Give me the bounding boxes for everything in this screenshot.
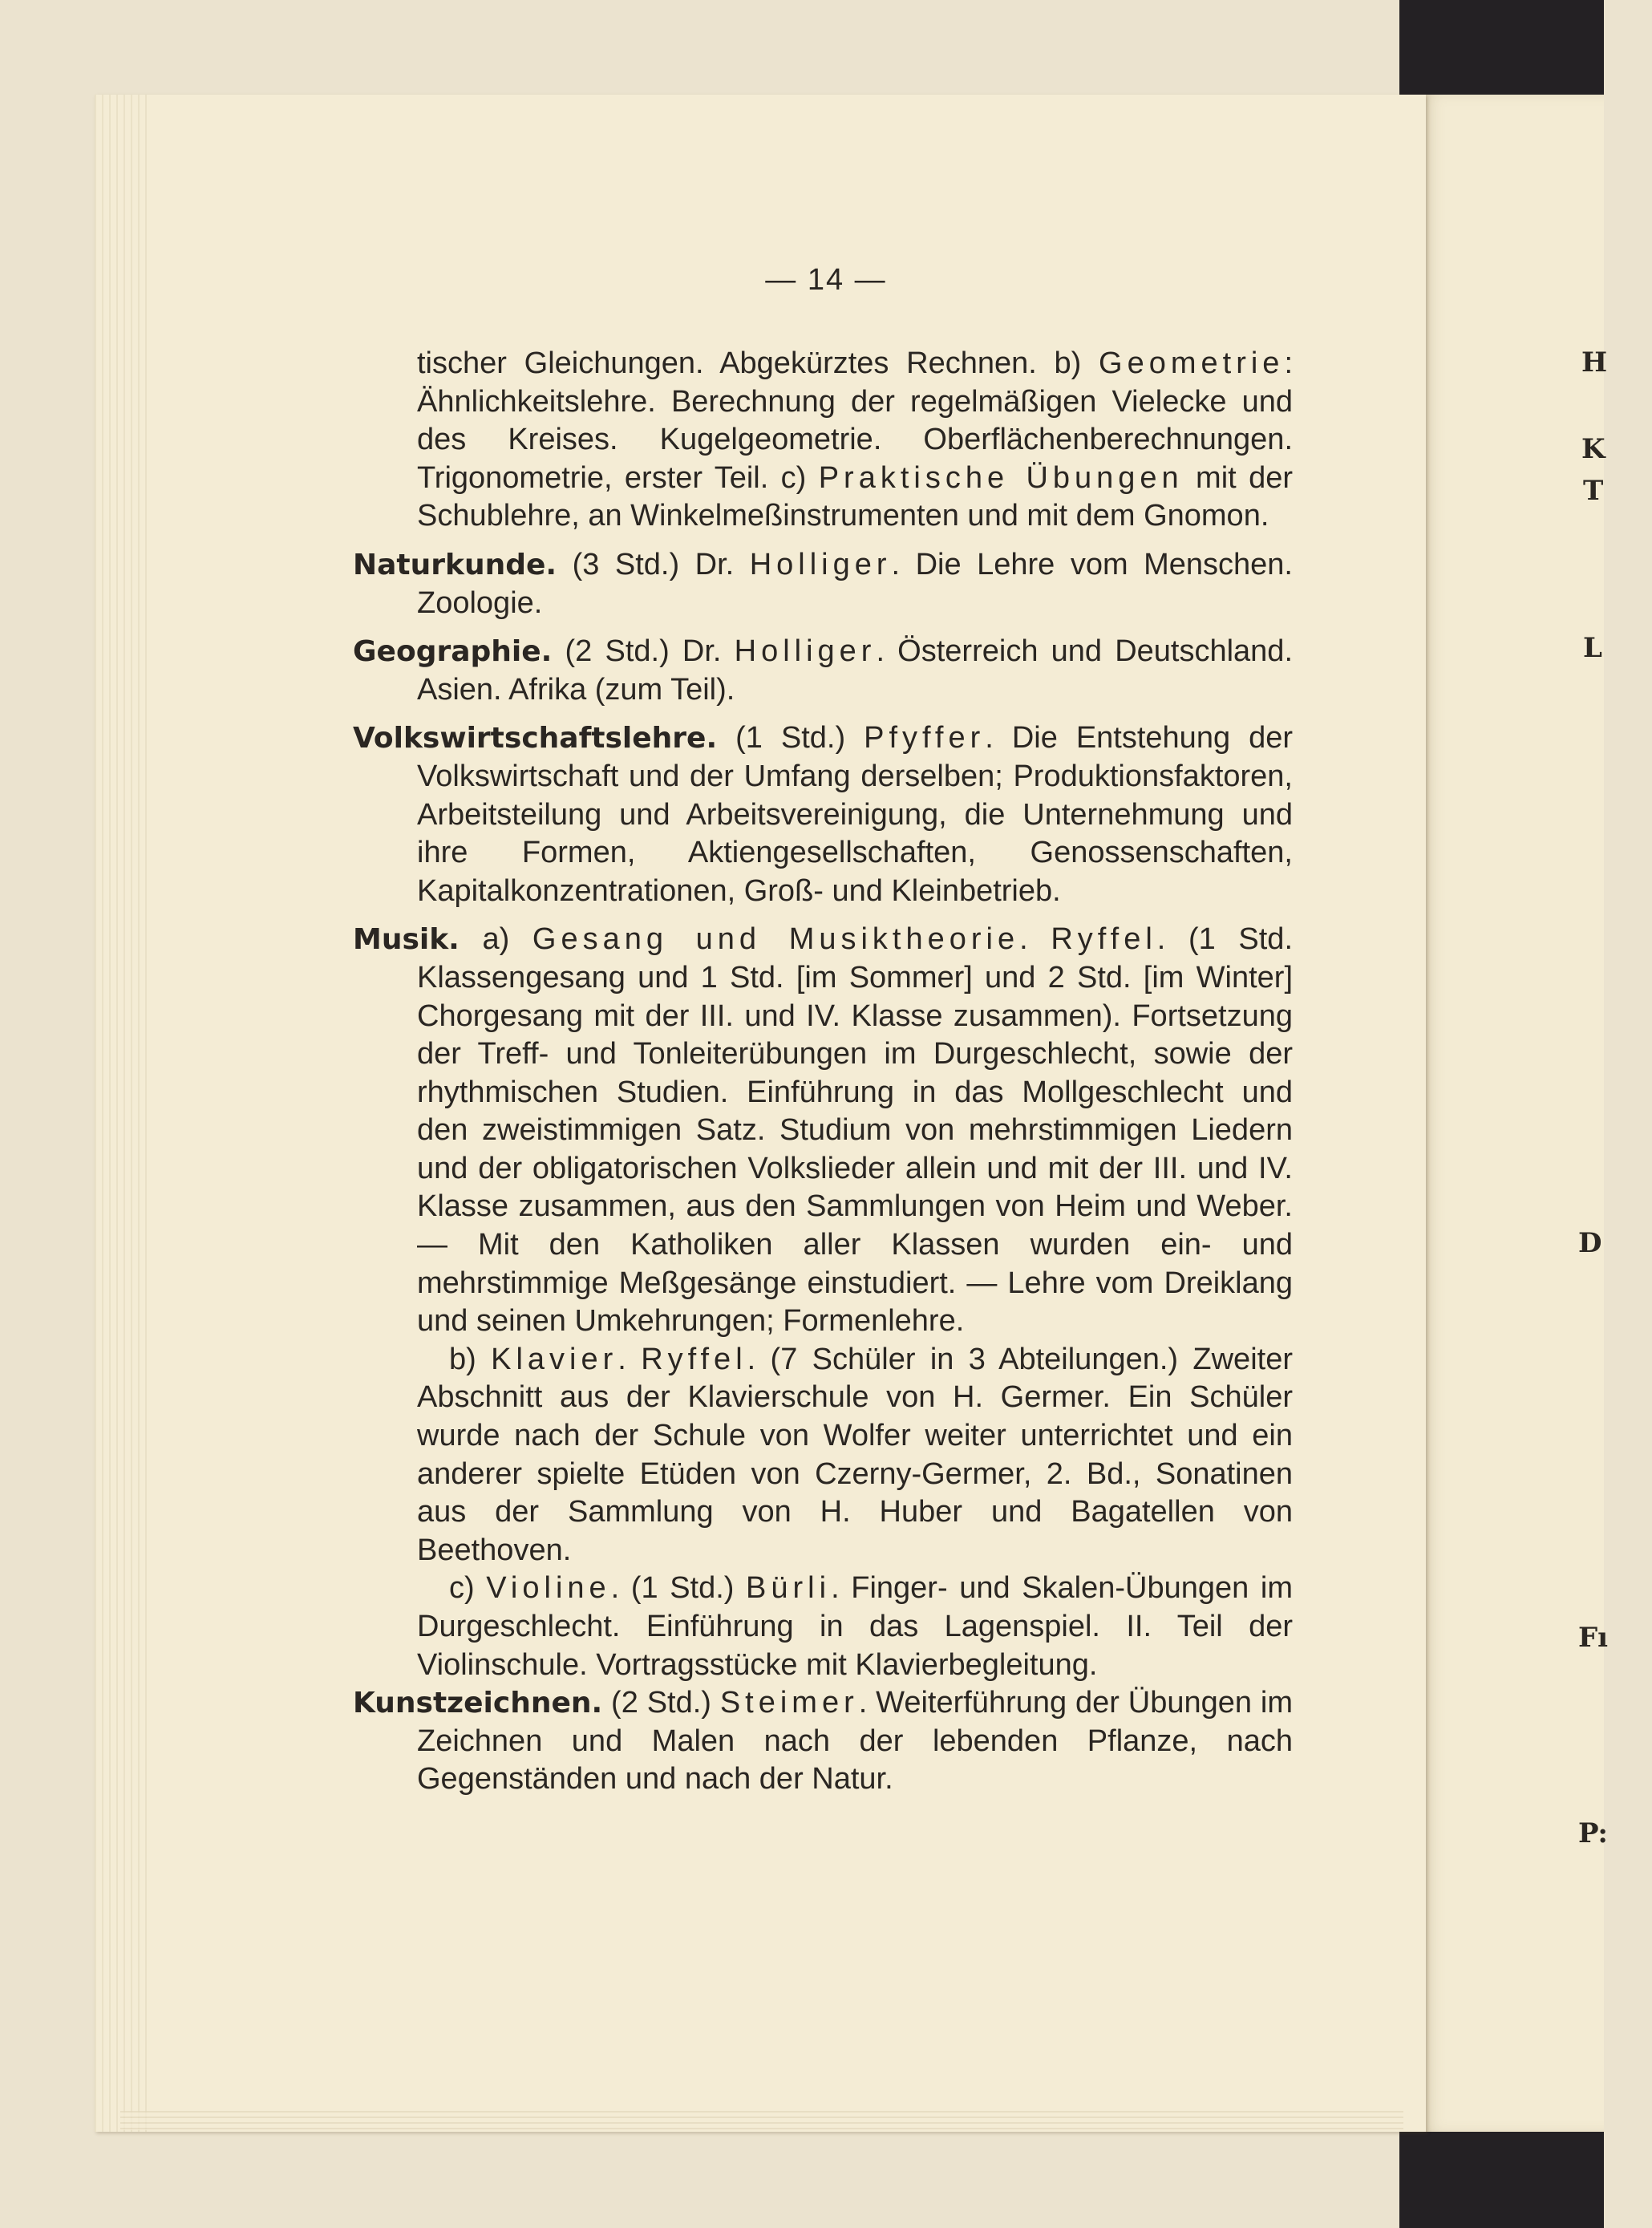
- next-page: [1419, 95, 1604, 2132]
- section-heading: Kunstzeichnen.: [353, 1687, 603, 1720]
- section-heading: Naturkunde.: [353, 548, 557, 581]
- next-page-letter: T: [1583, 475, 1604, 507]
- next-page-letter: L: [1583, 632, 1602, 664]
- text-run: . Finger- und Skalen-Übungen im Durgeschlecht. Einführung in das Lagenspiel. II. Teil der Violinschule. Vortragsstücke mit Klavierbegleitung.: [417, 1571, 1293, 1682]
- page-number: — 14 —: [765, 263, 887, 297]
- paragraph-kunstzeichnen: [353, 1684, 1293, 1799]
- text-run: . Die Lehre vom Menschen. Zoologie.: [417, 547, 1293, 620]
- paragraph-musik-klavier: [353, 1341, 1293, 1570]
- text-run: .: [1019, 922, 1051, 957]
- paragraph-naturkunde: [353, 546, 1293, 622]
- text-run: . Die Entstehung der Volkswirtschaft und der Umfang derselben; Produktionsfaktoren, Arbeitsteilung und Arbeitsvereinigung, die Unternehmung und ihre Formen, Aktiengesellschaften, Genossenschaften, Kapitalkonzentrationen, Groß- und Kleinbetrieb.: [417, 721, 1293, 908]
- next-page-letter: D: [1578, 1227, 1602, 1259]
- spaced-emphasis: Klavier: [491, 1342, 618, 1376]
- text-run: (2 Std.): [602, 1686, 720, 1720]
- text-run: a): [459, 922, 532, 957]
- paragraph-musik: [353, 921, 1293, 1341]
- spaced-emphasis: Pfyffer: [864, 721, 986, 755]
- section-heading: Volkswirtschaftslehre.: [353, 722, 718, 755]
- page-text: [353, 345, 1293, 1799]
- text-run: . (1 Std. Klassengesang und 1 Std. [im Sommer] und 2 Std. [im Winter] Chorgesang mit der III. und IV. Klasse zusammen). Fortsetzung der Treff- und Tonleiterübungen im Durgeschlecht, sowie der rhythmischen Studien. Einführung in das Mollgeschlecht und den zweistimmigen Satz. Studium von mehrstimmigen Liedern und der obligatorischen Volkslieder allein und mit der III. und IV. Klasse zusammen, aus den Sammlungen von Heim und Weber. — Mit den Katholiken aller Klassen wurden ein- und mehrstimmige Meßgesänge einstudiert. — Lehre vom Dreiklang und seinen Umkehrungen; Formenlehre.: [417, 922, 1294, 1339]
- text-run: (2 Std.) Dr.: [552, 634, 735, 669]
- spaced-emphasis: Bürli: [746, 1571, 832, 1606]
- spaced-emphasis: Violine: [486, 1571, 611, 1606]
- text-run: (1 Std.): [717, 721, 864, 755]
- text-run: . (7 Schüler in 3 Abteilungen.) Zweiter Abschnitt aus der Klavierschule von H. Germer. Ein Schüler wurde nach der Schule von Wolfer weiter unterrichtet und ein anderer spielte Etüden von Czerny-Germer, 2. Bd., Sonatinen aus der Sammlung von H. Huber und Bagatellen von Beethoven.: [417, 1342, 1293, 1567]
- text-run: b): [449, 1342, 492, 1376]
- page-stack-edges: [95, 95, 151, 2132]
- spaced-emphasis: Holliger: [734, 634, 877, 669]
- next-page-letter: H: [1581, 346, 1608, 379]
- section-heading: Musik.: [353, 923, 460, 957]
- paragraph-volkswirtschaftslehre: [353, 719, 1293, 910]
- spaced-emphasis: Steimer: [719, 1686, 859, 1720]
- spaced-emphasis: Gesang und Musiktheorie: [532, 922, 1020, 957]
- text-run: . (1 Std.): [610, 1571, 747, 1606]
- spaced-emphasis: Ryffel: [1051, 922, 1157, 957]
- next-page-letter: K: [1581, 433, 1605, 465]
- spaced-emphasis: Holliger: [749, 547, 892, 581]
- paragraph-geometrie-cont: [353, 345, 1293, 536]
- text-run: (3 Std.) Dr.: [557, 547, 750, 581]
- text-run: .: [617, 1342, 642, 1376]
- next-page-letter: Fı: [1578, 1622, 1609, 1654]
- text-run: . Österreich und Deutschland. Asien. Afrika (zum Teil).: [417, 634, 1293, 707]
- text-run: . Weiterführung der Übungen im Zeichnen und Malen nach der lebenden Pflanze, nach Gegenständen und nach der Natur.: [417, 1686, 1293, 1797]
- text-run: c): [449, 1571, 487, 1606]
- section-heading: Geographie.: [353, 635, 553, 669]
- paragraph-musik-violine: [353, 1570, 1293, 1684]
- paragraph-geographie: [353, 633, 1293, 709]
- spaced-emphasis: Geometrie: [1099, 346, 1285, 380]
- text-run: : Ähnlichkeitslehre. Berechnung der regelmäßigen Vielecke und des Kreises. Kugelgeometrie. Oberflächenberechnungen. Trigonometrie, erster Teil. c): [417, 346, 1293, 495]
- spaced-emphasis: Ryffel: [641, 1342, 747, 1376]
- spaced-emphasis: Praktische Übungen: [818, 460, 1184, 495]
- text-run: tischer Gleichungen. Abgekürztes Rechnen. b): [417, 346, 1099, 380]
- next-page-letter: P:: [1578, 1817, 1608, 1849]
- page-bottom-edges: [120, 2111, 1403, 2130]
- text-run: mit der Schublehre, an Winkelmeßinstrumenten und mit dem Gnomon.: [417, 460, 1293, 533]
